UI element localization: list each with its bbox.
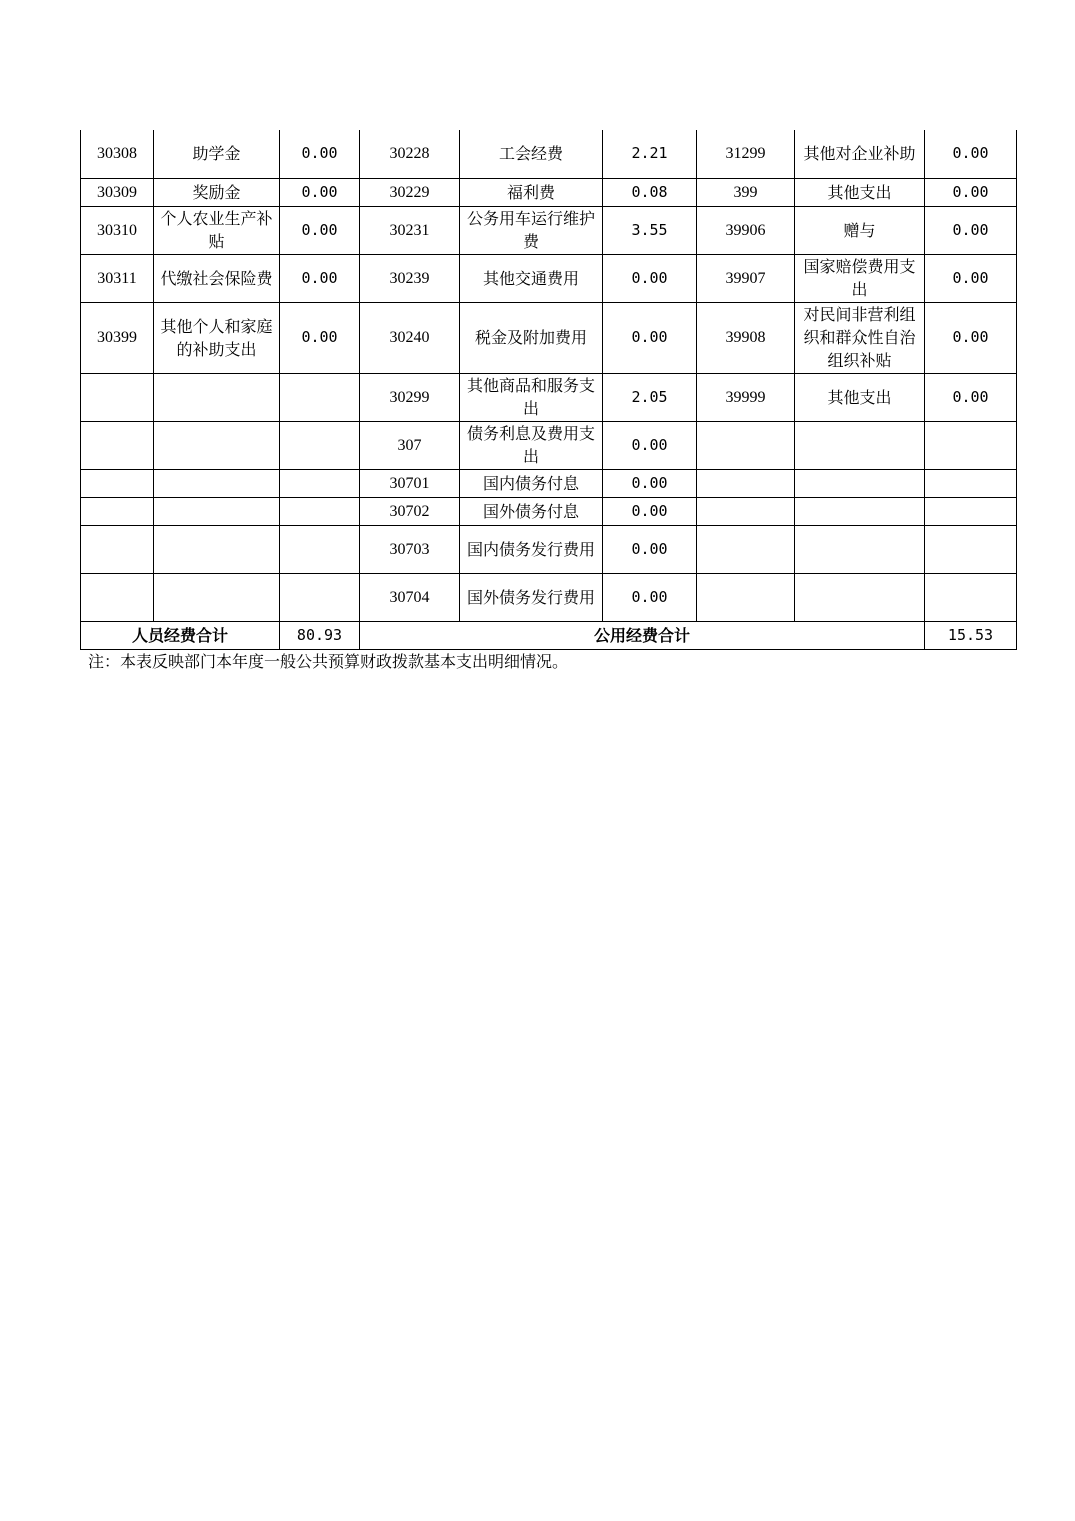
other-amount: 0.00 <box>925 254 1017 302</box>
personnel-amount <box>280 469 360 497</box>
other-code: 39908 <box>697 302 795 373</box>
public-item: 税金及附加费用 <box>460 302 603 373</box>
table-row <box>81 254 1017 302</box>
public-code: 30228 <box>360 130 460 178</box>
other-code: 31299 <box>697 130 795 178</box>
table-row <box>81 497 1017 525</box>
budget-detail-table <box>80 130 1017 650</box>
public-amount: 2.21 <box>603 130 697 178</box>
public-amount: 0.08 <box>603 178 697 206</box>
personnel-amount <box>280 497 360 525</box>
public-item: 公务用车运行维护费 <box>460 206 603 254</box>
personnel-amount <box>280 525 360 573</box>
public-amount: 0.00 <box>603 421 697 469</box>
other-item <box>795 421 925 469</box>
personnel-code <box>81 469 154 497</box>
personnel-item <box>154 497 280 525</box>
table-row <box>81 573 1017 621</box>
other-code <box>697 573 795 621</box>
other-amount <box>925 497 1017 525</box>
other-amount: 0.00 <box>925 373 1017 421</box>
public-item: 工会经费 <box>460 130 603 178</box>
public-total-value: 15.53 <box>925 621 1017 649</box>
public-code: 30231 <box>360 206 460 254</box>
public-item: 国外债务付息 <box>460 497 603 525</box>
public-item: 其他商品和服务支出 <box>460 373 603 421</box>
personnel-total-value: 80.93 <box>280 621 360 649</box>
public-amount: 0.00 <box>603 469 697 497</box>
table-row <box>81 469 1017 497</box>
other-code: 39906 <box>697 206 795 254</box>
public-item: 国内债务发行费用 <box>460 525 603 573</box>
other-code: 399 <box>697 178 795 206</box>
table-body <box>81 130 1017 649</box>
public-amount: 0.00 <box>603 573 697 621</box>
table-row <box>81 178 1017 206</box>
public-item: 国内债务付息 <box>460 469 603 497</box>
other-item: 国家赔偿费用支出 <box>795 254 925 302</box>
personnel-item <box>154 573 280 621</box>
other-item: 其他支出 <box>795 373 925 421</box>
other-code <box>697 421 795 469</box>
public-item: 债务利息及费用支出 <box>460 421 603 469</box>
personnel-item <box>154 525 280 573</box>
public-item: 国外债务发行费用 <box>460 573 603 621</box>
personnel-code <box>81 497 154 525</box>
public-code: 307 <box>360 421 460 469</box>
public-amount: 3.55 <box>603 206 697 254</box>
personnel-amount: 0.00 <box>280 254 360 302</box>
table-footnote: 注：本表反映部门本年度一般公共预算财政拨款基本支出明细情况。 <box>88 652 569 671</box>
public-total-label: 公用经费合计 <box>360 621 925 649</box>
public-amount: 2.05 <box>603 373 697 421</box>
other-amount: 0.00 <box>925 302 1017 373</box>
totals-row <box>81 621 1017 649</box>
other-item <box>795 525 925 573</box>
public-amount: 0.00 <box>603 497 697 525</box>
other-item <box>795 573 925 621</box>
personnel-item: 奖励金 <box>154 178 280 206</box>
public-code: 30702 <box>360 497 460 525</box>
public-item: 其他交通费用 <box>460 254 603 302</box>
personnel-code: 30310 <box>81 206 154 254</box>
table-row <box>81 421 1017 469</box>
other-amount <box>925 573 1017 621</box>
other-item: 对民间非营利组织和群众性自治组织补贴 <box>795 302 925 373</box>
other-amount <box>925 421 1017 469</box>
personnel-amount <box>280 573 360 621</box>
other-amount <box>925 525 1017 573</box>
public-amount: 0.00 <box>603 302 697 373</box>
personnel-amount <box>280 373 360 421</box>
personnel-item <box>154 469 280 497</box>
other-amount <box>925 469 1017 497</box>
public-code: 30704 <box>360 573 460 621</box>
personnel-code <box>81 373 154 421</box>
other-amount: 0.00 <box>925 206 1017 254</box>
personnel-code: 30311 <box>81 254 154 302</box>
other-item: 其他对企业补助 <box>795 130 925 178</box>
personnel-code: 30308 <box>81 130 154 178</box>
table-row <box>81 302 1017 373</box>
other-amount: 0.00 <box>925 178 1017 206</box>
personnel-item: 助学金 <box>154 130 280 178</box>
other-code <box>697 497 795 525</box>
public-amount: 0.00 <box>603 525 697 573</box>
other-item <box>795 497 925 525</box>
table-row <box>81 206 1017 254</box>
other-code <box>697 469 795 497</box>
other-item: 赠与 <box>795 206 925 254</box>
personnel-item: 其他个人和家庭的补助支出 <box>154 302 280 373</box>
personnel-item <box>154 421 280 469</box>
personnel-item: 代缴社会保险费 <box>154 254 280 302</box>
personnel-amount: 0.00 <box>280 178 360 206</box>
personnel-amount: 0.00 <box>280 302 360 373</box>
other-code: 39999 <box>697 373 795 421</box>
other-amount: 0.00 <box>925 130 1017 178</box>
public-code: 30229 <box>360 178 460 206</box>
public-code: 30299 <box>360 373 460 421</box>
other-item <box>795 469 925 497</box>
personnel-code <box>81 573 154 621</box>
public-code: 30240 <box>360 302 460 373</box>
other-code: 39907 <box>697 254 795 302</box>
personnel-code <box>81 421 154 469</box>
public-code: 30703 <box>360 525 460 573</box>
personnel-item: 个人农业生产补贴 <box>154 206 280 254</box>
table-row <box>81 373 1017 421</box>
public-code: 30701 <box>360 469 460 497</box>
personnel-item <box>154 373 280 421</box>
personnel-code <box>81 525 154 573</box>
personnel-amount <box>280 421 360 469</box>
other-code <box>697 525 795 573</box>
other-item: 其他支出 <box>795 178 925 206</box>
table-row <box>81 130 1017 178</box>
public-item: 福利费 <box>460 178 603 206</box>
personnel-amount: 0.00 <box>280 130 360 178</box>
personnel-amount: 0.00 <box>280 206 360 254</box>
personnel-total-label: 人员经费合计 <box>81 621 280 649</box>
personnel-code: 30309 <box>81 178 154 206</box>
table-row <box>81 525 1017 573</box>
public-code: 30239 <box>360 254 460 302</box>
public-amount: 0.00 <box>603 254 697 302</box>
personnel-code: 30399 <box>81 302 154 373</box>
